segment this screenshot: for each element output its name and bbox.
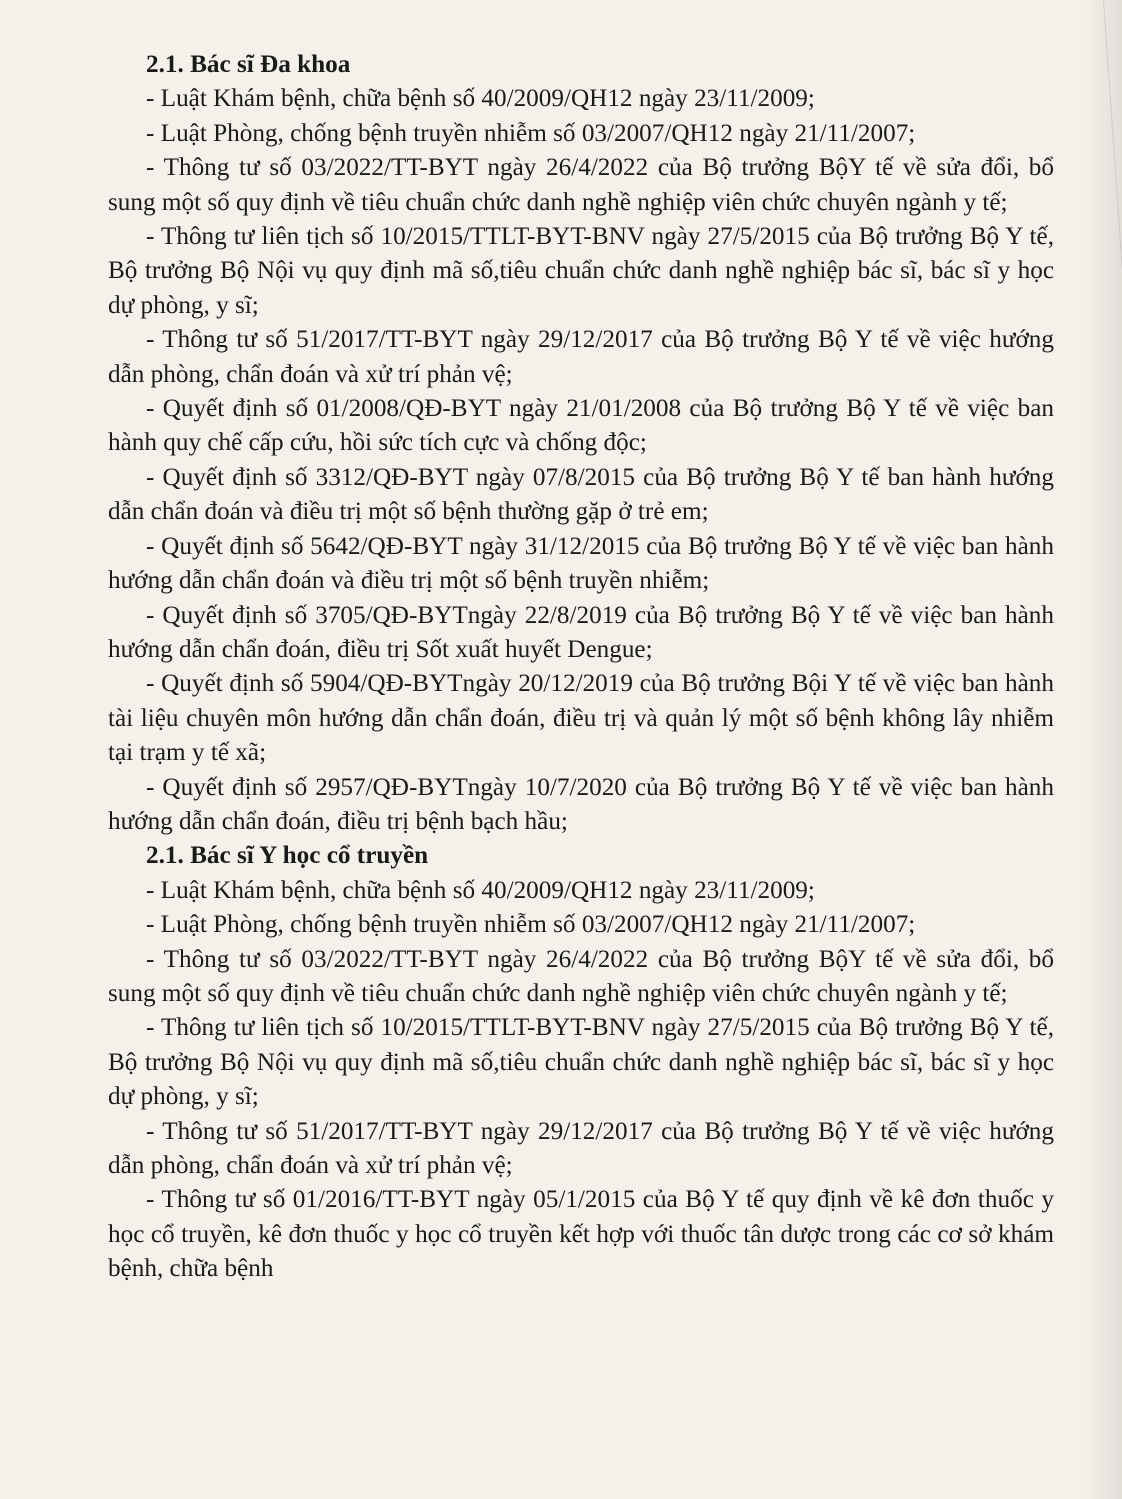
- list-item: - Quyết định số 3312/QĐ-BYT ngày 07/8/2015 của Bộ trưởng Bộ Y tế ban hành hướng dẫn chẩn đoán và điều trị một số bệnh thường gặp ở trẻ em;: [108, 463, 1054, 526]
- list-item: - Quyết định số 5904/QĐ-BYTngày 20/12/2019 của Bộ trưởng Bội Y tế về việc ban hành tài liệu chuyên môn hướng dẫn chẩn đoán, điều trị và quản lý một số bệnh không lây nhiễm tại trạm y tế xã;: [108, 670, 1054, 767]
- list-item: - Luật Phòng, chống bệnh truyền nhiễm số 03/2007/QH12 ngày 21/11/2007;: [146, 911, 916, 939]
- list-item: - Quyết định số 2957/QĐ-BYTngày 10/7/2020 của Bộ trưởng Bộ Y tế về việc ban hành hướng dẫn chẩn đoán, điều trị bệnh bạch hầu;: [108, 773, 1054, 835]
- section-bac-si-y-hoc-co-truyen: [108, 839, 1054, 1286]
- list-item: - Luật Phòng, chống bệnh truyền nhiễm số 03/2007/QH12 ngày 21/11/2007;: [146, 119, 916, 147]
- list-item: - Quyết định số 5642/QĐ-BYT ngày 31/12/2015 của Bộ trưởng Bộ Y tế về việc ban hành hướng dẫn chẩn đoán và điều trị một số bệnh truyền nhiễm;: [108, 532, 1054, 595]
- list-item: - Luật Khám bệnh, chữa bệnh số 40/2009/QH12 ngày 23/11/2009;: [146, 85, 815, 113]
- list-item: - Thông tư số 01/2016/TT-BYT ngày 05/1/2015 của Bộ Y tế quy định về kê đơn thuốc y học cổ truyền, kê đơn thuốc y học cổ truyền kết hợp với thuốc tân dược trong các cơ sở khám bệnh, chữa bệnh: [108, 1186, 1054, 1283]
- list-item: - Thông tư số 03/2022/TT-BYT ngày 26/4/2022 của Bộ trưởng BộY tế về sửa đổi, bổ sung một số quy định về tiêu chuẩn chức danh nghề nghiệp viên chức chuyên ngành y tế;: [108, 154, 1054, 216]
- list-item: - Thông tư liên tịch số 10/2015/TTLT-BYT-BNV ngày 27/5/2015 của Bộ trưởng Bộ Y tế, Bộ trưởng Bộ Nội vụ quy định mã số,tiêu chuẩn chức danh nghề nghiệp bác sĩ, bác sĩ y học dự phòng, y sĩ;: [108, 1014, 1054, 1111]
- section-heading: 2.1. Bác sĩ Y học cổ truyền: [146, 842, 429, 870]
- section-heading: 2.1. Bác sĩ Đa khoa: [146, 51, 351, 78]
- document-body: [108, 48, 1054, 1287]
- section-bac-si-da-khoa: [108, 48, 1054, 839]
- list-item: - Thông tư số 51/2017/TT-BYT ngày 29/12/2017 của Bộ trưởng Bộ Y tế về việc hướng dẫn phòng, chẩn đoán và xử trí phản vệ;: [108, 326, 1054, 388]
- list-item: - Luật Khám bệnh, chữa bệnh số 40/2009/QH12 ngày 23/11/2009;: [146, 876, 815, 904]
- list-item: - Thông tư liên tịch số 10/2015/TTLT-BYT-BNV ngày 27/5/2015 của Bộ trưởng Bộ Y tế, Bộ trưởng Bộ Nội vụ quy định mã số,tiêu chuẩn chức danh nghề nghiệp bác sĩ, bác sĩ y học dự phòng, y sĩ;: [108, 223, 1054, 319]
- list-item: - Thông tư số 51/2017/TT-BYT ngày 29/12/2017 của Bộ trưởng Bộ Y tế về việc hướng dẫn phòng, chẩn đoán và xử trí phản vệ;: [108, 1117, 1054, 1179]
- list-item: - Quyết định số 01/2008/QĐ-BYT ngày 21/01/2008 của Bộ trưởng Bộ Y tế về việc ban hành quy chế cấp cứu, hồi sức tích cực và chống độc;: [108, 395, 1054, 457]
- page-edge-shadow: [1082, 0, 1122, 1499]
- list-item: - Thông tư số 03/2022/TT-BYT ngày 26/4/2022 của Bộ trưởng BộY tế về sửa đổi, bổ sung một số quy định về tiêu chuẩn chức danh nghề nghiệp viên chức chuyên ngành y tế;: [108, 945, 1054, 1007]
- list-item: - Quyết định số 3705/QĐ-BYTngày 22/8/2019 của Bộ trưởng Bộ Y tế về việc ban hành hướng dẫn chẩn đoán, điều trị Sốt xuất huyết Dengue;: [108, 601, 1054, 663]
